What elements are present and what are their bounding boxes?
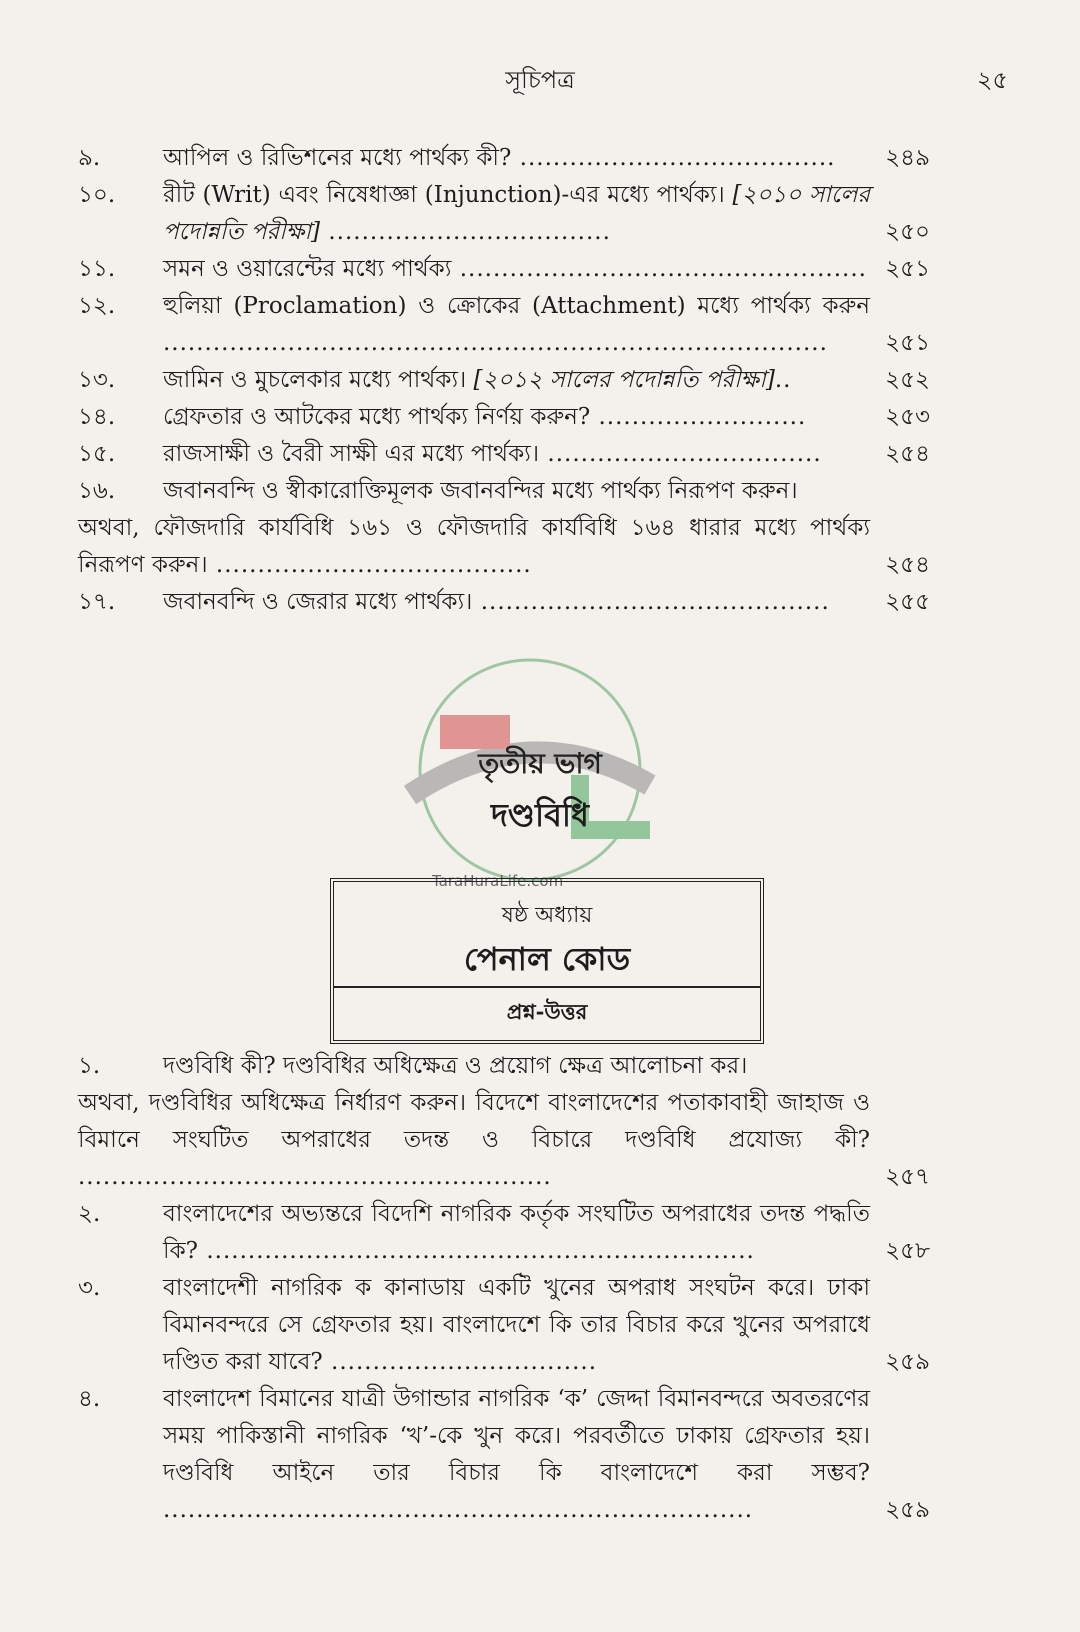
toc-leader-dots: .................................. [320, 219, 611, 245]
toc-entry-page: ২৫১ [885, 256, 930, 282]
toc-entry-page: ২৫৫ [885, 589, 930, 615]
toc-entry [78, 1381, 930, 1529]
toc-entry-title: রাজসাক্ষী ও বৈরী সাক্ষী এর মধ্যে পার্থক্য। [163, 441, 540, 467]
toc-entry [78, 1085, 930, 1196]
toc-entry-text [163, 1048, 870, 1085]
chapter-title: পেনাল কোড [463, 940, 631, 978]
toc-entry-title: গ্রেফতার ও আটকের মধ্যে পার্থক্য নির্ণয় করুন? [163, 404, 591, 430]
toc-leader-dots: ......................................................... [78, 1164, 552, 1190]
toc-entry-text [78, 1085, 870, 1196]
toc-entry [78, 362, 930, 399]
toc-entry-page: ২৫৮ [885, 1238, 930, 1264]
chapter-box [330, 878, 764, 1044]
toc-leader-dots: .. [774, 367, 792, 393]
toc-leader-dots: ....................................................................... [163, 1497, 754, 1523]
toc-entry [78, 177, 930, 251]
toc-entry-number: ১৫. [78, 441, 116, 467]
toc-entry-page: ২৫১ [885, 330, 930, 356]
toc-entry-text [163, 140, 870, 177]
toc-leader-dots: ................................................................................ [163, 330, 828, 356]
toc-entry-title: দণ্ডবিধি কী? দণ্ডবিধির অধিক্ষেত্র ও প্রয়োগ ক্ষেত্র আলোচনা কর। [163, 1053, 748, 1079]
toc-entry [78, 510, 930, 584]
toc-entry-page: ২৫৪ [885, 441, 930, 467]
toc-entry [78, 399, 930, 436]
toc-entry-title: জবানবন্দি ও জেরার মধ্যে পার্থক্য। [163, 589, 473, 615]
toc-entry-title: বাংলাদেশী নাগরিক ক কানাডায় একটি খুনের অপরাধ সংঘটন করে। ঢাকা বিমানবন্দরে সে গ্রেফতার হয়। বাংলাদেশে কি তার বিচার করে খুনের অপরাধে দণ্ডিত করা যাবে? [163, 1275, 870, 1375]
toc-entry-title: সমন ও ওয়ারেন্টের মধ্যে পার্থক্য [163, 256, 452, 282]
toc-entry-number: ২. [78, 1201, 101, 1227]
chapter-number: ষষ্ঠ অধ্যায় [501, 903, 593, 928]
toc-entry [78, 1270, 930, 1381]
toc-entry-number: ৪. [78, 1386, 101, 1412]
chapter-subtitle: প্রশ্ন-উত্তর [506, 999, 588, 1024]
toc-entry-text [163, 288, 870, 362]
toc-entry-text [163, 436, 870, 473]
toc-entry [78, 251, 930, 288]
toc-entry [78, 140, 930, 177]
toc-entry-page: ২৫৯ [885, 1497, 930, 1523]
toc-leader-dots: ................................ [322, 1349, 598, 1375]
toc-entry [78, 1048, 930, 1085]
toc-entry [78, 473, 930, 510]
toc-entry-number: ৩. [78, 1275, 101, 1301]
toc-entry-page: ২৫৩ [885, 404, 930, 430]
toc-entry-number: ৯. [78, 145, 101, 171]
toc-entry-exam-note: [২০১২ সালের পদোন্নতি পরীক্ষা] [473, 367, 775, 393]
toc-entry-title: হুলিয়া (Proclamation) ও ক্রোকের (Attachment) মধ্যে পার্থক্য করুন [163, 293, 870, 319]
toc-entry-text [163, 1196, 870, 1270]
toc-entry-page: ২৫০ [885, 219, 930, 245]
toc-entry-text [163, 1270, 870, 1381]
toc-entry-title: বাংলাদেশ বিমানের যাত্রী উগান্ডার নাগরিক ‘ক’ জেদ্দা বিমানবন্দরে অবতরণের সময় পাকিস্তানী নাগরিক ‘খ’-কে খুন করে। পরবর্তীতে ঢাকায় গ্রেফতার হয়। দণ্ডবিধি আইনে তার বিচার কি বাংলাদেশে করা সম্ভব? [163, 1386, 870, 1486]
toc-list-bottom [78, 1048, 930, 1529]
toc-entry-text [163, 584, 870, 621]
toc-entry [78, 1196, 930, 1270]
toc-entry-text [163, 473, 870, 510]
toc-entry-number: ১৬. [78, 478, 116, 504]
toc-list-top [78, 140, 930, 621]
toc-entry-number: ১০. [78, 182, 116, 208]
part-title: তৃতীয় ভাগ [478, 747, 602, 780]
toc-entry-number: ১৩. [78, 367, 116, 393]
toc-entry-number: ১২. [78, 293, 116, 319]
toc-leader-dots: ................................................. [451, 256, 867, 282]
toc-entry-title: অথবা, ফৌজদারি কার্যবিধি ১৬১ ও ফৌজদারি কার্যবিধি ১৬৪ ধারার মধ্যে পার্থক্য নিরূপণ করুন। [78, 515, 870, 578]
toc-leader-dots: ................................. [539, 441, 822, 467]
toc-entry-text [163, 362, 870, 399]
toc-entry-page: ২৫২ [885, 367, 930, 393]
toc-entry-title: বাংলাদেশের অভ্যন্তরে বিদেশি নাগরিক কর্তৃক সংঘটিত অপরাধের তদন্ত পদ্ধতি কি? [163, 1201, 870, 1264]
watermark-text: TaraHuraLife.com [432, 872, 564, 890]
page-header-title: সূচিপত্র [505, 66, 575, 94]
chapter-divider [334, 986, 760, 988]
toc-entry-number: ১. [78, 1053, 101, 1079]
toc-entry-page: ২৪৯ [885, 145, 930, 171]
toc-entry-page: ২৫৪ [885, 552, 930, 578]
toc-entry [78, 288, 930, 362]
toc-entry-title: জবানবন্দি ও স্বীকারোক্তিমূলক জবানবন্দির মধ্যে পার্থক্য নিরূপণ করুন। [163, 478, 798, 504]
toc-leader-dots: .................................................................. [198, 1238, 755, 1264]
toc-leader-dots: ...................................... [511, 145, 836, 171]
toc-entry-number: ১১. [78, 256, 116, 282]
toc-entry-title: রীট (Writ) এবং নিষেধাজ্ঞা (Injunction)-এর মধ্যে পার্থক্য। [163, 182, 733, 208]
toc-entry-title: জামিন ও মুচলেকার মধ্যে পার্থক্য। [163, 367, 474, 393]
toc-entry-page: ২৫৭ [885, 1164, 930, 1190]
toc-leader-dots: .......................................... [472, 589, 830, 615]
toc-leader-dots: ...................................... [207, 552, 532, 578]
toc-entry-text [163, 177, 870, 251]
toc-entry-text [163, 1381, 870, 1529]
toc-leader-dots: ......................... [590, 404, 807, 430]
part-subtitle: দণ্ডবিধি [491, 796, 589, 834]
toc-entry-page: ২৫৯ [885, 1349, 930, 1375]
toc-entry [78, 436, 930, 473]
part-heading [330, 742, 750, 842]
toc-entry-text [78, 510, 870, 584]
toc-entry-title: অথবা, দণ্ডবিধির অধিক্ষেত্র নির্ধারণ করুন। বিদেশে বাংলাদেশের পতাকাবাহী জাহাজ ও বিমানে সংঘটিত অপরাধের তদন্ত ও বিচারে দণ্ডবিধি প্রযোজ্য কী? [78, 1090, 870, 1153]
toc-entry-number: ১৭. [78, 589, 116, 615]
toc-entry-title: আপিল ও রিভিশনের মধ্যে পার্থক্য কী? [163, 145, 512, 171]
toc-entry-number: ১৪. [78, 404, 116, 430]
page-number: ২৫ [976, 66, 1008, 94]
toc-entry-text [163, 251, 870, 288]
toc-entry-text [163, 399, 870, 436]
toc-entry-exam-note: [২০১০ সালের পদোন্নতি পরীক্ষা] [163, 182, 870, 245]
toc-entry [78, 584, 930, 621]
